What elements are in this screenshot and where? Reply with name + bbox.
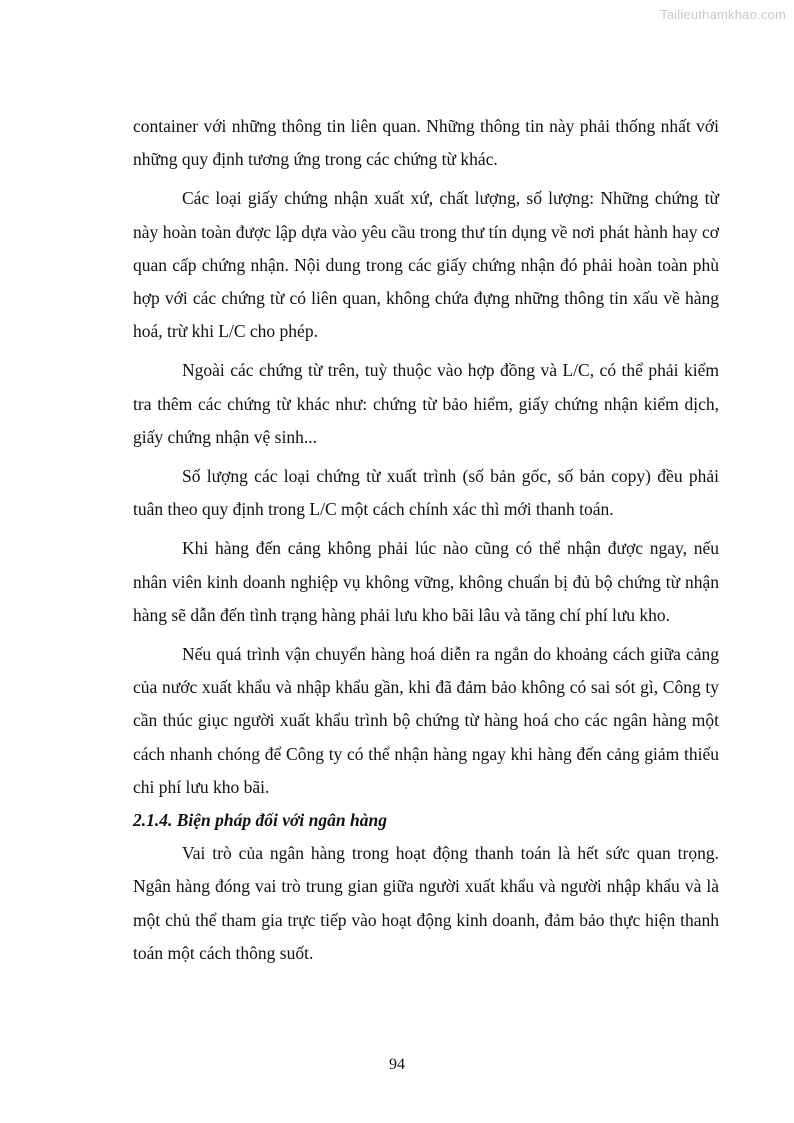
paragraph-short-transport: Nếu quá trình vận chuyển hàng hoá diễn ra ngắn do khoảng cách giữa cảng của nước xuất khẩu và nhập khẩu gần, khi đã đảm bảo không có sai sót gì, Công ty cần thúc giục người xuất khẩu trình bộ chứng từ hàng hoá cho các ngân hàng một cách nhanh chóng để Công ty có thể nhận hàng ngay khi hàng đến cảng giảm thiểu chi phí lưu kho bãi. bbox=[133, 644, 719, 797]
document-body bbox=[133, 110, 719, 970]
page-number: 94 bbox=[389, 1056, 405, 1073]
paragraph-bank-role: Vai trò của ngân hàng trong hoạt động thanh toán là hết sức quan trọng. Ngân hàng đóng vai trò trung gian giữa người xuất khẩu và người nhập khẩu và là một chủ thể tham gia trực tiếp vào hoạt động kinh doanh, đảm bảo thực hiện thanh toán một cách thông suốt. bbox=[133, 843, 719, 963]
paragraph-other-documents: Ngoài các chứng từ trên, tuỳ thuộc vào hợp đồng và L/C, có thể phải kiểm tra thêm các chứng từ khác như: chứng từ bảo hiểm, giấy chứng nhận kiểm dịch, giấy chứng nhận vệ sinh... bbox=[133, 360, 719, 447]
paragraph-continuation: container với những thông tin liên quan. Những thông tin này phải thống nhất với những quy định tương ứng trong các chứng từ khác. bbox=[133, 116, 719, 170]
paragraph-document-count: Số lượng các loại chứng từ xuất trình (số bản gốc, số bản copy) đều phải tuân theo quy định trong L/C một cách chính xác thì mới thanh toán. bbox=[133, 466, 719, 520]
watermark-text: Tailieuthamkhao.com bbox=[660, 7, 786, 22]
paragraph-certificates: Các loại giấy chứng nhận xuất xứ, chất lượng, số lượng: Những chứng từ này hoàn toàn được lập dựa vào yêu cầu trong thư tín dụng về nơi phát hành hay cơ quan cấp chứng nhận. Nội dung trong các giấy chứng nhận đó phải hoàn toàn phù hợp với các chứng từ có liên quan, không chứa đựng những thông tin xấu về hàng hoá, trừ khi L/C cho phép. bbox=[133, 188, 719, 342]
section-heading: 2.1.4. Biện pháp đối với ngân hàng bbox=[133, 810, 387, 831]
paragraph-port-arrival: Khi hàng đến cảng không phải lúc nào cũng có thể nhận được ngay, nếu nhân viên kinh doanh nghiệp vụ không vững, không chuẩn bị đủ bộ chứng từ nhận hàng sẽ dẫn đến tình trạng hàng phải lưu kho bãi lâu và tăng chí phí lưu kho. bbox=[133, 538, 719, 625]
